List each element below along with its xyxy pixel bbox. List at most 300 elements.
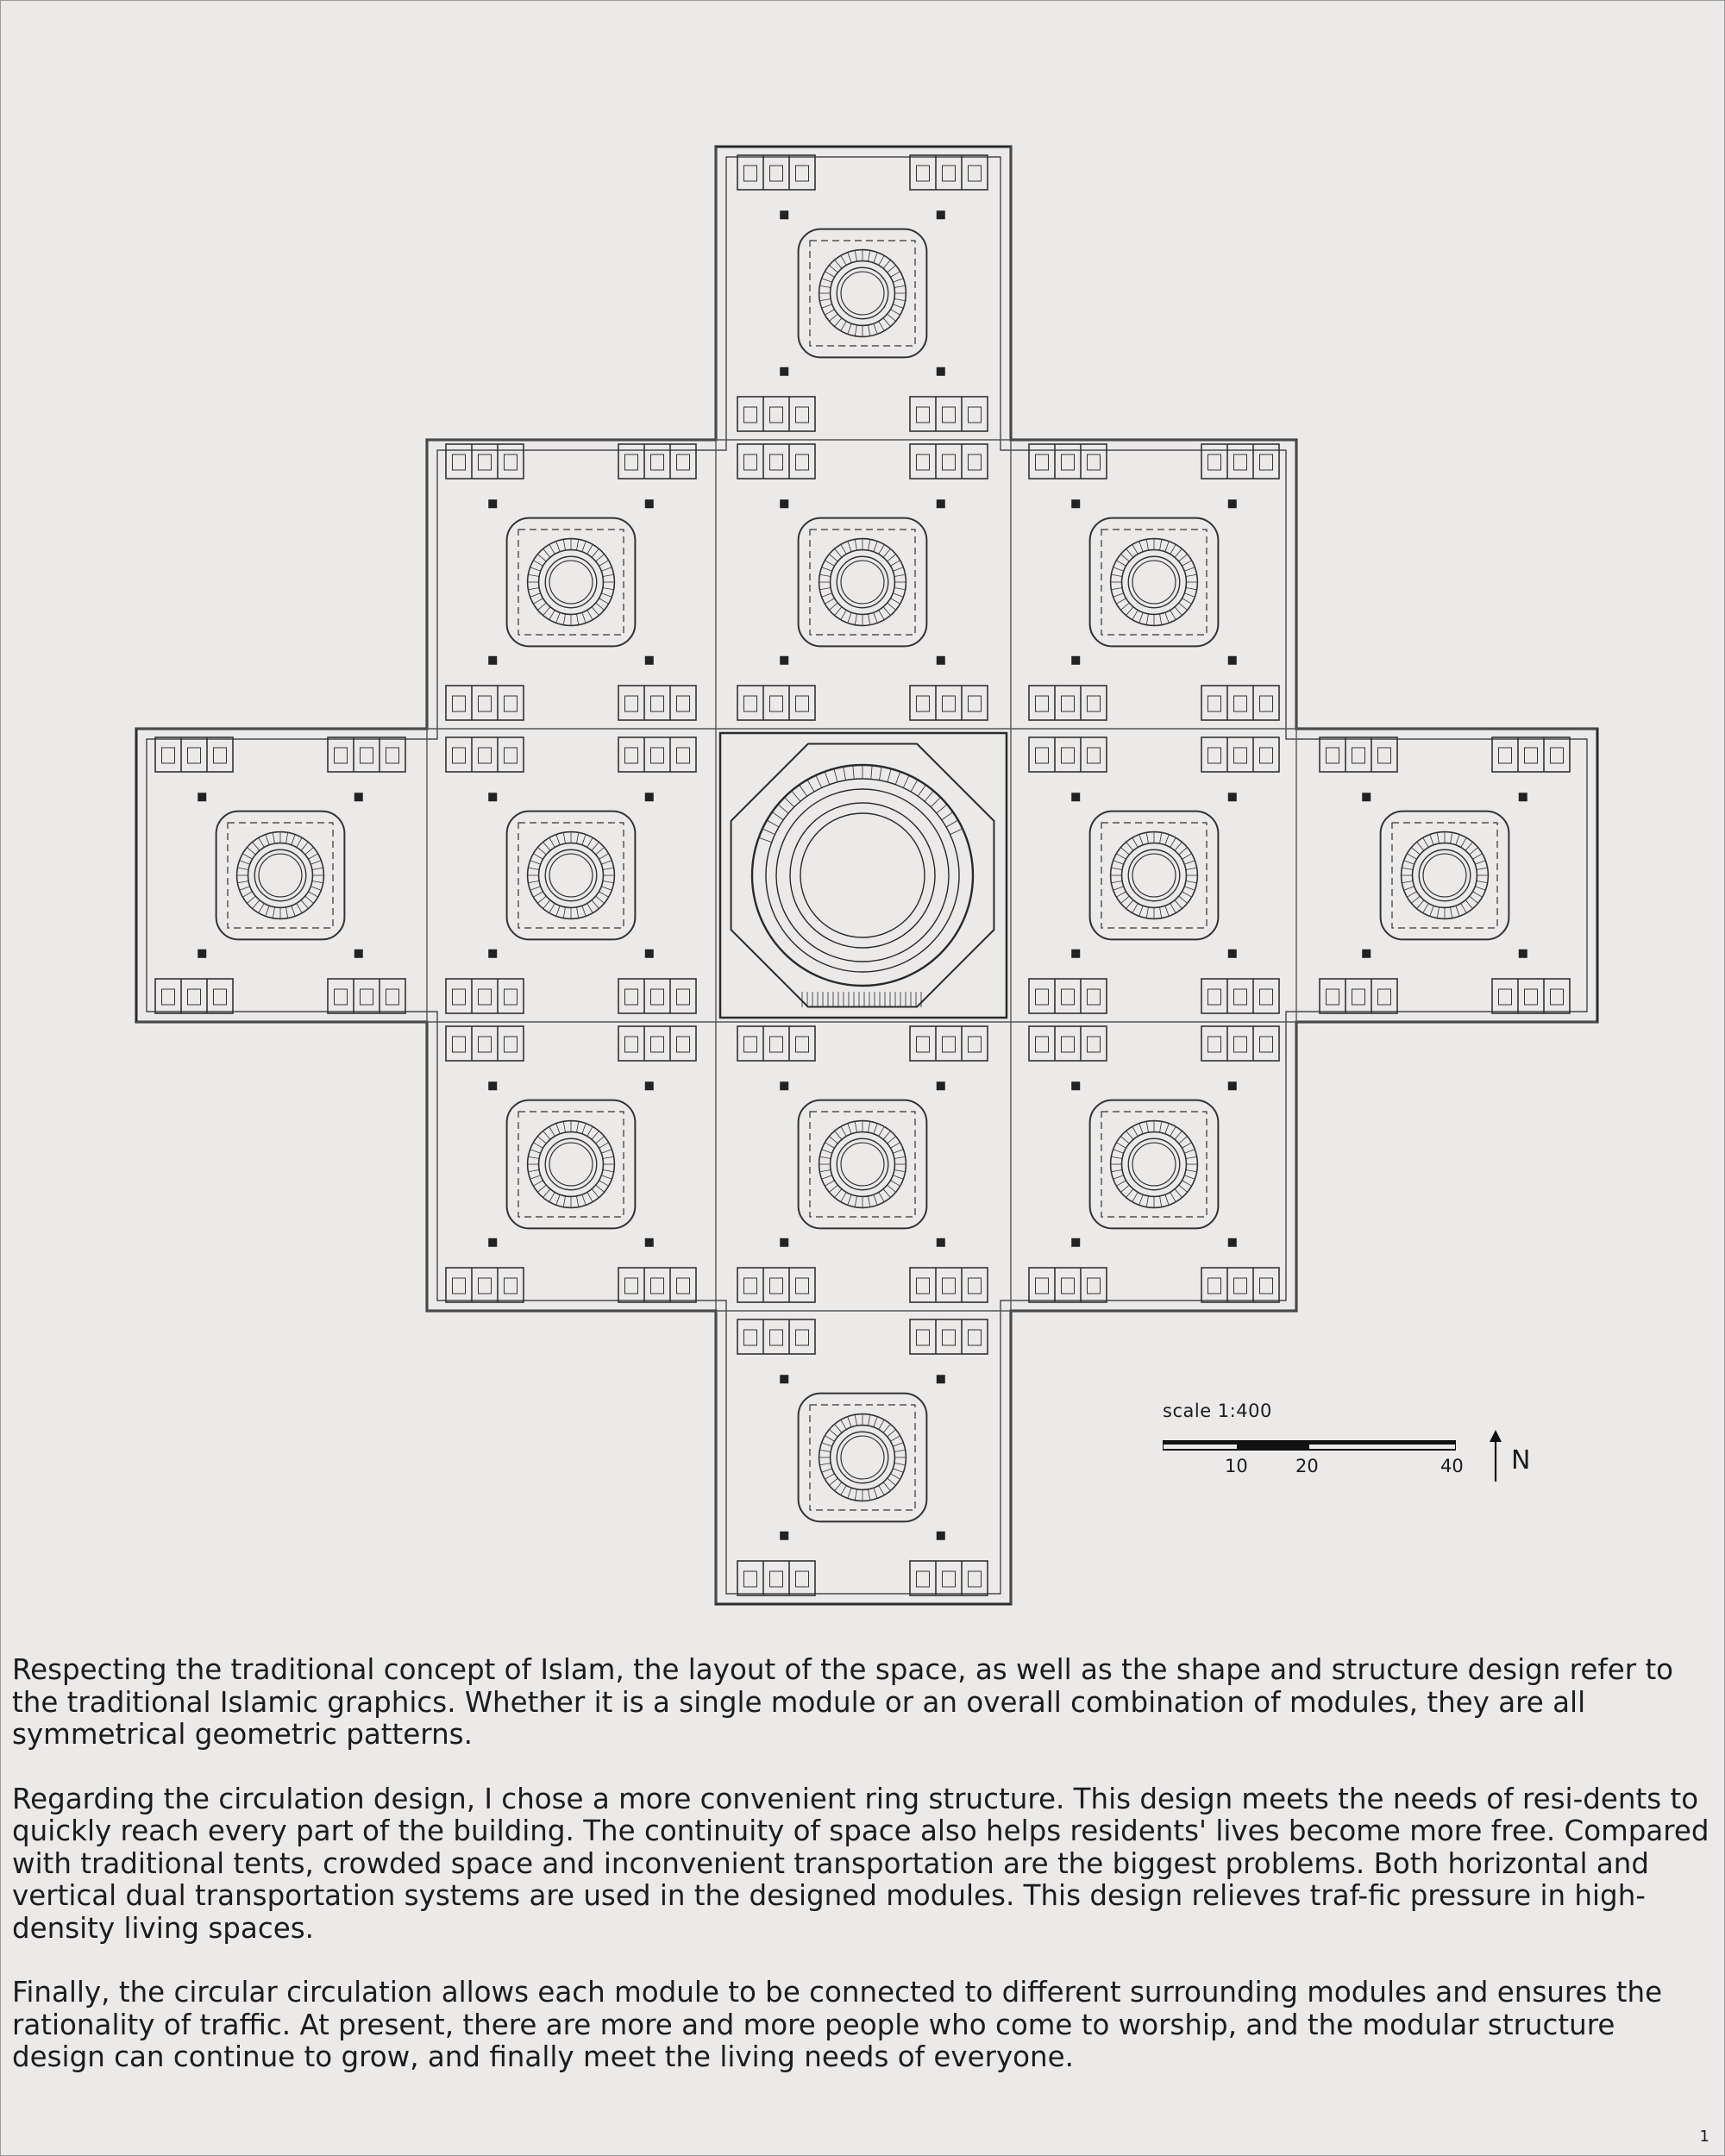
bed-icon <box>969 1571 982 1587</box>
stair-tread <box>533 854 543 859</box>
column <box>1228 1081 1237 1090</box>
bed-icon <box>1551 748 1564 763</box>
central-stair-tread <box>767 820 779 827</box>
room-row <box>737 397 815 431</box>
stair-tread <box>869 1121 870 1132</box>
stair-tread <box>883 1131 890 1139</box>
stair-tread <box>848 1417 851 1427</box>
stair-tread <box>537 1185 546 1192</box>
stair-tread <box>869 1196 870 1207</box>
bed-icon <box>917 454 930 470</box>
stair-tread <box>1186 1170 1197 1172</box>
stair-tread <box>829 1430 837 1437</box>
stair-ring-outer <box>1402 832 1489 919</box>
stair-tread <box>259 903 264 912</box>
bed-icon <box>505 989 518 1005</box>
stair-tread <box>1430 835 1433 845</box>
stair-tread <box>1417 900 1424 909</box>
module-hall <box>1090 812 1219 940</box>
stair-tread <box>599 854 608 859</box>
stair-tread <box>874 253 877 263</box>
stair-tread <box>286 907 288 918</box>
room-block <box>446 444 524 479</box>
stair-tread <box>879 255 884 265</box>
bed-icon <box>1208 989 1221 1005</box>
core-ring <box>837 556 888 608</box>
paragraph-2: Regarding the circulation design, I chose a more convenient ring structure. This design meets the needs of resi-dents to quickly reach every part of the building. The continuity of space also helps residents' lives become more free. Compared with traditional tents, crowded space and inconvenient transportation are the biggest problems. Both horizontal and vertical dual transportation systems are used in the designed modules. This design relieves traf-fic pressure in high-density living spaces. <box>12 1782 1709 1945</box>
bed-icon <box>796 1330 809 1345</box>
room-block <box>737 444 815 479</box>
room-row <box>1492 737 1570 772</box>
bed-icon <box>943 454 956 470</box>
bed-icon <box>335 989 348 1005</box>
room-row <box>910 444 988 479</box>
central-ring <box>766 779 959 972</box>
bed-icon <box>917 1571 930 1587</box>
stair-tread <box>596 848 605 855</box>
stair-tread <box>1139 612 1143 623</box>
stair-tread <box>874 1124 877 1134</box>
column <box>645 1238 654 1247</box>
bed-icon <box>1208 1278 1221 1294</box>
bed-icon <box>943 1037 956 1052</box>
stair-tread <box>1160 539 1162 550</box>
paragraph-1: Respecting the traditional concept of Islam, the layout of the space, as well as the shape and structure design refer to the traditional Islamic graphics. Whether it is a single module or an overall combination of modules, they are all symmetrical geometric patterns. <box>12 1653 1674 1751</box>
stair-tread <box>543 1131 550 1139</box>
stair-ring <box>831 261 895 326</box>
stair-tread <box>1160 832 1162 843</box>
stair-tread <box>530 567 541 571</box>
room-row <box>446 1268 524 1302</box>
bed-icon <box>677 696 690 711</box>
stair-tread <box>855 614 856 625</box>
stair-tread <box>301 900 308 909</box>
stair-tread <box>599 1181 608 1186</box>
stair-tread <box>543 1189 550 1198</box>
bed-icon <box>1260 1037 1273 1052</box>
column <box>198 793 206 801</box>
stair-tread <box>894 1450 906 1451</box>
room-block <box>446 686 524 720</box>
stair-tread <box>825 310 834 315</box>
stair-tread <box>587 544 593 554</box>
bed-icon <box>361 989 373 1005</box>
stair-tread <box>582 835 586 845</box>
bed-icon <box>453 989 466 1005</box>
stair-tread <box>577 614 579 625</box>
central-stair-tread <box>871 765 872 779</box>
stair-ring <box>539 843 604 908</box>
room-row <box>446 686 524 720</box>
module <box>488 1081 654 1247</box>
stair-tread <box>549 610 555 619</box>
stair-tread <box>537 896 546 903</box>
bed-icon <box>479 454 492 470</box>
stair-tread <box>1132 837 1138 847</box>
stair-tread <box>1182 1181 1191 1186</box>
room-block <box>328 737 405 772</box>
stair-tread <box>543 607 550 616</box>
stair-ring-outer <box>819 1121 906 1208</box>
bed-icon <box>1062 989 1075 1005</box>
stair-tread <box>1411 848 1420 855</box>
stair-tread <box>1126 1189 1133 1198</box>
stair-tread <box>1160 907 1162 918</box>
room-row <box>618 1026 696 1061</box>
room-block <box>1201 686 1279 720</box>
stair-tread <box>603 868 614 869</box>
stair-tread <box>855 1489 856 1501</box>
bed-icon <box>796 454 809 470</box>
bed-icon <box>651 696 664 711</box>
bed-icon <box>770 696 783 711</box>
stair-tread <box>1120 848 1129 855</box>
bed-icon <box>1234 454 1247 470</box>
stair-ring <box>1122 1132 1187 1197</box>
core-ring <box>1128 1138 1180 1190</box>
stair-tread <box>603 588 614 590</box>
room-block <box>1029 444 1107 479</box>
central-stair-tread <box>807 780 814 792</box>
stair-tread <box>848 1124 851 1134</box>
stair-tread <box>825 1143 834 1148</box>
central-stair-tread <box>911 780 918 792</box>
stair-tread <box>1461 837 1466 847</box>
room-row <box>737 444 815 479</box>
room-row <box>446 737 524 772</box>
stair-tread <box>1417 842 1424 850</box>
stair-tread <box>1120 896 1129 903</box>
stair-tread <box>883 548 890 557</box>
room-block <box>1201 1268 1279 1302</box>
stair-tread <box>894 1170 906 1172</box>
column <box>1228 656 1237 665</box>
stair-tread <box>533 1143 543 1148</box>
bed-icon <box>1260 748 1273 763</box>
module <box>488 793 654 958</box>
stair-tread <box>822 567 832 571</box>
stair-tread <box>543 842 550 850</box>
stair-tread <box>819 1463 831 1465</box>
stair-tread <box>1182 854 1191 859</box>
stair-tread <box>1116 1181 1126 1186</box>
bed-icon <box>1260 1278 1273 1294</box>
stair-tread <box>1175 842 1182 850</box>
stair-tread <box>582 542 586 552</box>
stair-tread <box>1182 1143 1191 1148</box>
core-ring <box>545 849 597 901</box>
bed-icon <box>188 989 201 1005</box>
core-ring <box>837 1432 888 1483</box>
core-ring-inner <box>841 561 884 604</box>
stair-tread <box>1165 1124 1169 1134</box>
stair-tread <box>893 1150 903 1153</box>
stair-tread <box>819 588 831 590</box>
bed-icon <box>625 1037 638 1052</box>
bed-icon <box>479 1278 492 1294</box>
central-stair-tread <box>778 805 788 813</box>
stair-tread <box>841 1192 846 1201</box>
bed-icon <box>1036 454 1049 470</box>
stair-tread <box>533 1181 543 1186</box>
stair-tread <box>1451 832 1452 843</box>
module-hall <box>799 1394 927 1522</box>
stair-ring-outer <box>528 832 615 919</box>
bed-icon <box>625 454 638 470</box>
stair-tread <box>890 1474 900 1479</box>
stair-ring <box>831 1132 895 1197</box>
stair-tread <box>582 906 586 916</box>
stair-tread <box>874 1488 877 1498</box>
stair-tread <box>582 1194 586 1205</box>
bed-icon <box>1234 1037 1247 1052</box>
stair-tread <box>1470 848 1478 855</box>
module <box>488 499 654 665</box>
residential-modules <box>155 155 1570 1595</box>
bed-icon <box>1260 989 1273 1005</box>
stair-tread <box>533 599 543 604</box>
stair-tread <box>888 1137 896 1144</box>
room-block <box>737 1319 815 1354</box>
bed-icon <box>1036 989 1049 1005</box>
core-ring-inner <box>549 561 593 604</box>
stair-tread <box>879 610 884 619</box>
stair-tread <box>563 539 565 550</box>
stair-tread <box>601 1175 612 1179</box>
bed-icon <box>943 1278 956 1294</box>
stair-tread <box>596 1137 605 1144</box>
stair-tread <box>874 323 877 334</box>
stair-tread <box>841 321 846 330</box>
room-row <box>1492 979 1570 1013</box>
stair-tread <box>1160 1196 1162 1207</box>
central-stair-tread <box>903 775 909 788</box>
stair-tread <box>1139 1194 1143 1205</box>
stair-tread <box>819 299 831 301</box>
column <box>937 499 945 508</box>
stair-tread <box>855 1414 856 1426</box>
bed-icon <box>969 696 982 711</box>
column <box>937 1532 945 1540</box>
stair-tread <box>1411 896 1420 903</box>
stair-tread <box>1402 868 1413 869</box>
room-row <box>618 979 696 1013</box>
stair-tread <box>819 1170 831 1172</box>
stair-tread <box>1120 1137 1129 1144</box>
stair-tread <box>1170 903 1176 912</box>
column <box>1071 499 1080 508</box>
stair-tread <box>1465 842 1472 850</box>
stair-tread <box>825 1474 834 1479</box>
core-ring <box>545 1138 597 1190</box>
bed-icon <box>917 1278 930 1294</box>
stair-tread <box>273 907 274 918</box>
stair-tread <box>829 1185 837 1192</box>
module <box>780 1375 945 1540</box>
bed-icon <box>796 166 809 181</box>
bed-icon <box>1208 748 1221 763</box>
stair-tread <box>1170 1192 1176 1201</box>
room-block <box>1029 1026 1107 1061</box>
stair-tread <box>855 325 856 336</box>
bed-icon <box>1088 454 1101 470</box>
stair-tread <box>242 892 252 897</box>
stair-tread <box>1175 548 1182 557</box>
stair-tread <box>825 272 834 277</box>
room-block <box>328 979 405 1013</box>
room-row <box>737 1319 815 1354</box>
column <box>354 950 363 958</box>
central-ring <box>776 789 949 962</box>
bed-icon <box>770 166 783 181</box>
stair-tread <box>1146 539 1148 550</box>
bed-icon <box>1327 748 1339 763</box>
column <box>780 1238 788 1247</box>
bed-icon <box>917 696 930 711</box>
bed-icon <box>969 454 982 470</box>
bed-icon <box>625 696 638 711</box>
stair-tread <box>1111 574 1122 576</box>
room-block <box>618 444 696 479</box>
room-row <box>1201 737 1279 772</box>
page-number: 1 <box>1699 2128 1709 2146</box>
bed-icon <box>677 748 690 763</box>
room-row <box>737 1561 815 1595</box>
stair-tread <box>893 593 903 597</box>
stair-tread <box>825 1436 834 1441</box>
core-ring <box>545 556 597 608</box>
central-stair-tread <box>895 772 900 785</box>
stair-tread <box>841 1420 846 1429</box>
stair-tread <box>1139 906 1143 916</box>
core-ring-inner <box>549 1143 593 1186</box>
stair-tread <box>841 255 846 265</box>
room-row <box>737 1026 815 1061</box>
bed-icon <box>1551 989 1564 1005</box>
stair-tread <box>822 1150 832 1153</box>
stair-tread <box>1132 610 1138 619</box>
column <box>937 1238 945 1247</box>
column <box>780 1375 788 1383</box>
room-row <box>446 1026 524 1061</box>
stair-tread <box>1113 887 1124 890</box>
stair-tread <box>1465 900 1472 909</box>
stair-ring-outer <box>1111 1121 1198 1208</box>
stair-tread <box>1146 614 1148 625</box>
stair-ring <box>248 843 313 908</box>
stair-tread <box>530 887 541 890</box>
stair-tread <box>1160 614 1162 625</box>
bed-icon <box>917 1037 930 1052</box>
central-stair-tread <box>772 812 783 820</box>
stair-tread <box>888 1478 896 1485</box>
stair-tread <box>528 881 539 883</box>
column <box>1228 1238 1237 1247</box>
room-row <box>910 1319 988 1354</box>
room-block <box>737 155 815 190</box>
cross-outline <box>136 147 1597 1604</box>
bed-icon <box>1036 696 1049 711</box>
stair-tread <box>1113 567 1124 571</box>
bed-icon <box>1260 696 1273 711</box>
stair-tread <box>577 539 579 550</box>
core-ring <box>837 1138 888 1190</box>
stair-tread <box>1113 1150 1124 1153</box>
stair-tread <box>601 567 612 571</box>
stair-tread <box>835 607 842 616</box>
stair-tread <box>1146 832 1148 843</box>
bed-icon <box>453 696 466 711</box>
stair-tread <box>533 561 543 566</box>
stair-tread <box>1175 1131 1182 1139</box>
room-block <box>1492 979 1570 1013</box>
column <box>1228 950 1237 958</box>
structural-grid <box>136 147 1597 1604</box>
stair-tread <box>528 1170 539 1172</box>
stair-tread <box>1111 881 1122 883</box>
bed-icon <box>1352 748 1365 763</box>
stair-tread <box>835 1189 842 1198</box>
bed-icon <box>625 1278 638 1294</box>
stair-tread <box>530 861 541 864</box>
central-stair-tread <box>834 768 837 781</box>
stair-tread <box>1475 887 1485 890</box>
bed-icon <box>479 1037 492 1052</box>
bed-icon <box>677 1278 690 1294</box>
bed-icon <box>1499 989 1512 1005</box>
stair-tread <box>1165 1194 1169 1205</box>
stair-tread <box>577 907 579 918</box>
stair-tread <box>1132 903 1138 912</box>
room-row <box>737 155 815 190</box>
room-block <box>618 686 696 720</box>
bed-icon <box>625 989 638 1005</box>
stair-tread <box>1165 835 1169 845</box>
bed-icon <box>1525 748 1538 763</box>
stair-tread <box>883 318 890 327</box>
stair-tread <box>1126 607 1133 616</box>
bed-icon <box>744 407 757 423</box>
core-ring-inner <box>1132 854 1176 897</box>
scale-bar <box>1163 1440 1456 1452</box>
bed-icon <box>1327 989 1339 1005</box>
column <box>780 656 788 665</box>
central-stair-tread <box>800 785 807 796</box>
north-label: N <box>1511 1445 1531 1476</box>
column <box>780 1532 788 1540</box>
central-stair-tread <box>825 772 829 785</box>
room-row <box>1029 1026 1107 1061</box>
core-ring <box>1419 849 1471 901</box>
stair-tread <box>543 548 550 557</box>
core-ring <box>1128 849 1180 901</box>
stair-ring-outer <box>528 539 615 626</box>
stair-tread <box>890 1181 900 1186</box>
bed-icon <box>386 748 399 763</box>
bed-icon <box>796 696 809 711</box>
column <box>488 1081 497 1090</box>
bed-icon <box>943 696 956 711</box>
bed-icon <box>1234 1278 1247 1294</box>
column <box>1362 950 1371 958</box>
column <box>937 210 945 219</box>
bed-icon <box>969 1330 982 1345</box>
stair-tread <box>1477 868 1488 869</box>
bed-icon <box>770 1278 783 1294</box>
bed-icon <box>188 748 201 763</box>
bed-icon <box>917 407 930 423</box>
scale-tick-20: 20 <box>1295 1456 1319 1476</box>
